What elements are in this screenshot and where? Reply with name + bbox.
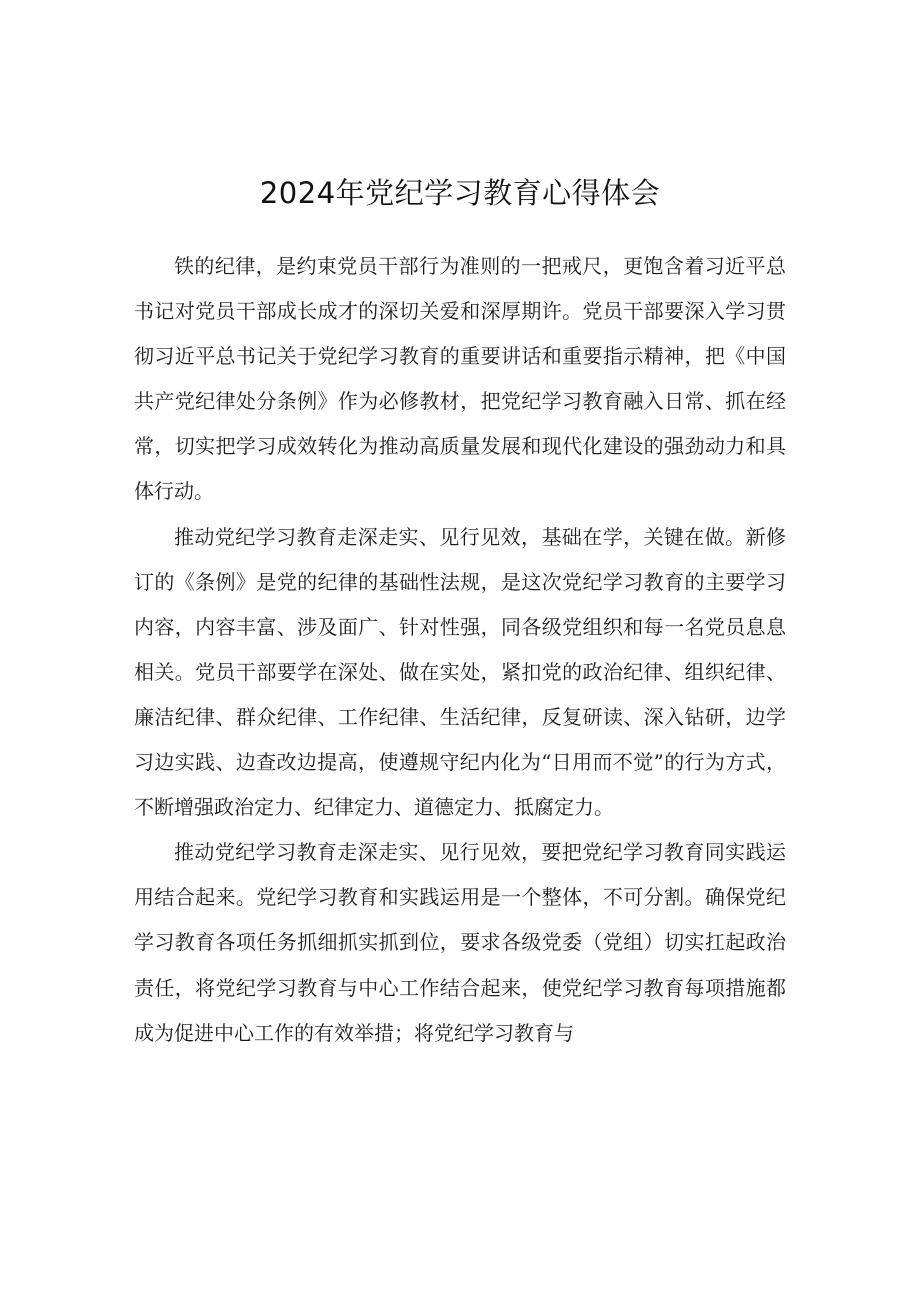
document-title: 2024年党纪学习教育心得体会 [259,176,661,210]
paragraph-2: 推动党纪学习教育走深走实、见行见效，基础在学，关键在做。新修订的《条例》是党的纪律的基础性法规，是这次党纪学习教育的主要学习内容，内容丰富、涉及面广、针对性强，同各级党组织和每一名党员息息相关。党员干部要学在深处、做在实处，紧扣党的政治纪律、组织纪律、廉洁纪律、群众纪律、工作纪律、生活纪律，反复研读、深入钻研，边学习边实践、边查改边提高，使遵规守纪内化为“日用而不觉”的行为方式，不断增强政治定力、纪律定力、道德定力、抵腐定力。 [134,524,786,820]
document-body [134,244,786,1056]
paragraph-1: 铁的纪律，是约束党员干部行为准则的一把戒尺，更饱含着习近平总书记对党员干部成长成才的深切关爱和深厚期许。党员干部要深入学习贯彻习近平总书记关于党纪学习教育的重要讲话和重要指示精神，把《中国共产党纪律处分条例》作为必修教材，把党纪学习教育融入日常、抓在经常，切实把学习成效转化为推动高质量发展和现代化建设的强劲动力和具体行动。 [134,254,786,504]
paragraph-3: 推动党纪学习教育走深走实、见行见效，要把党纪学习教育同实践运用结合起来。党纪学习教育和实践运用是一个整体，不可分割。确保党纪学习教育各项任务抓细抓实抓到位，要求各级党委（党组）切实扛起政治责任，将党纪学习教育与中心工作结合起来，使党纪学习教育每项措施都成为促进中心工作的有效举措；将党纪学习教育与 [134,840,786,1045]
